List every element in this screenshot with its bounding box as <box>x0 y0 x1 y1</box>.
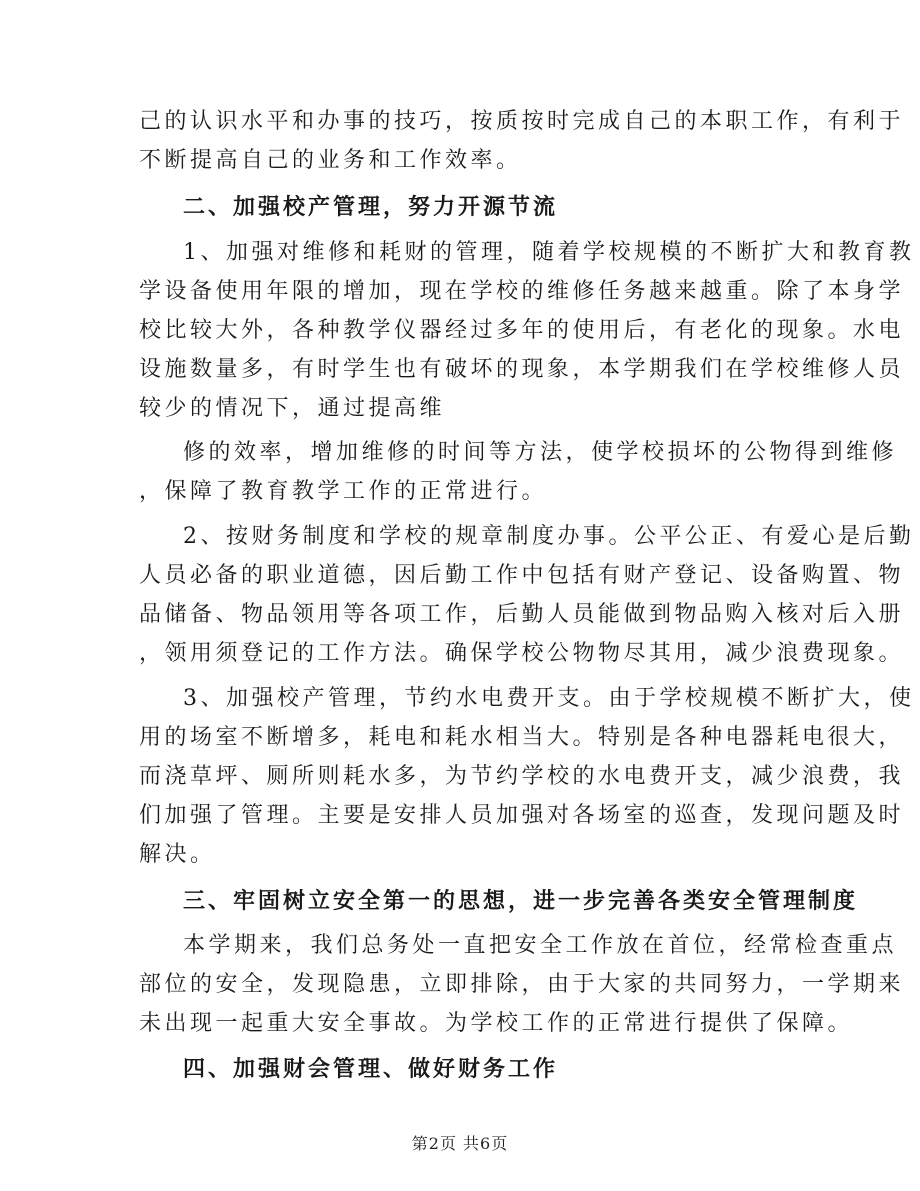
body-text-line: 本学期来，我们总务处一直把安全工作放在首位，经常检查重点 <box>183 933 898 958</box>
body-text-line: 2、按财务制度和学校的规章制度办事。公平公正、有爱心是后勤 <box>183 524 915 549</box>
body-text-line: 人员必备的职业道德，因后勤工作中包括有财产登记、设备购置、物 <box>139 563 905 588</box>
body-text-line: 较少的情况下，通过提高维 <box>139 396 446 421</box>
body-text-line: 品储备、物品领用等各项工作，后勤人员能做到物品购入核对后入册 <box>139 602 905 627</box>
body-text-line: 用的场室不断增多，耗电和耗水相当大。特别是各种电器耗电很大， <box>139 725 905 750</box>
body-text-line: 而浇草坪、厕所则耗水多，为节约学校的水电费开支，减少浪费，我 <box>139 764 905 789</box>
body-text-line: 不断提高自己的业务和工作效率。 <box>139 148 522 173</box>
page-number: 第2页 共6页 <box>411 1134 509 1153</box>
body-text-line: 部位的安全，发现隐患，立即排除，由于大家的共同努力，一学期来 <box>139 972 905 997</box>
body-text-line: ，保障了教育教学工作的正常进行。 <box>139 479 548 504</box>
body-text-line: 解决。 <box>139 842 216 867</box>
body-text-line: 学设备使用年限的增加，现在学校的维修任务越来越重。除了本身学 <box>139 279 905 304</box>
body-text-line: 设施数量多，有时学生也有破坏的现象，本学期我们在学校维修人员 <box>139 357 905 382</box>
section-heading: 四、加强财会管理、做好财务工作 <box>183 1056 559 1082</box>
section-heading: 二、加强校产管理，努力开源节流 <box>183 194 559 220</box>
body-text-line: 未出现一起重大安全事故。为学校工作的正常进行提供了保障。 <box>139 1011 854 1036</box>
body-text-line: 们加强了管理。主要是安排人员加强对各场室的巡查，发现问题及时 <box>139 803 905 828</box>
body-text-line: 己的认识水平和办事的技巧，按质按时完成自己的本职工作，有利于 <box>139 109 905 134</box>
section-heading: 三、牢固树立安全第一的思想，进一步完善各类安全管理制度 <box>183 888 859 914</box>
body-text-line: 3、加强校产管理，节约水电费开支。由于学校规模不断扩大，使 <box>183 686 915 711</box>
body-text-line: 1、加强对维修和耗财的管理，随着学校规模的不断扩大和教育教 <box>183 240 915 265</box>
body-text-line: 修的效率，增加维修的时间等方法，使学校损坏的公物得到维修 <box>183 440 898 465</box>
body-text-line: 校比较大外，各种教学仪器经过多年的使用后，有老化的现象。水电 <box>139 318 905 343</box>
body-text-line: ，领用须登记的工作方法。确保学校公物物尽其用，减少浪费现象。 <box>139 641 905 666</box>
